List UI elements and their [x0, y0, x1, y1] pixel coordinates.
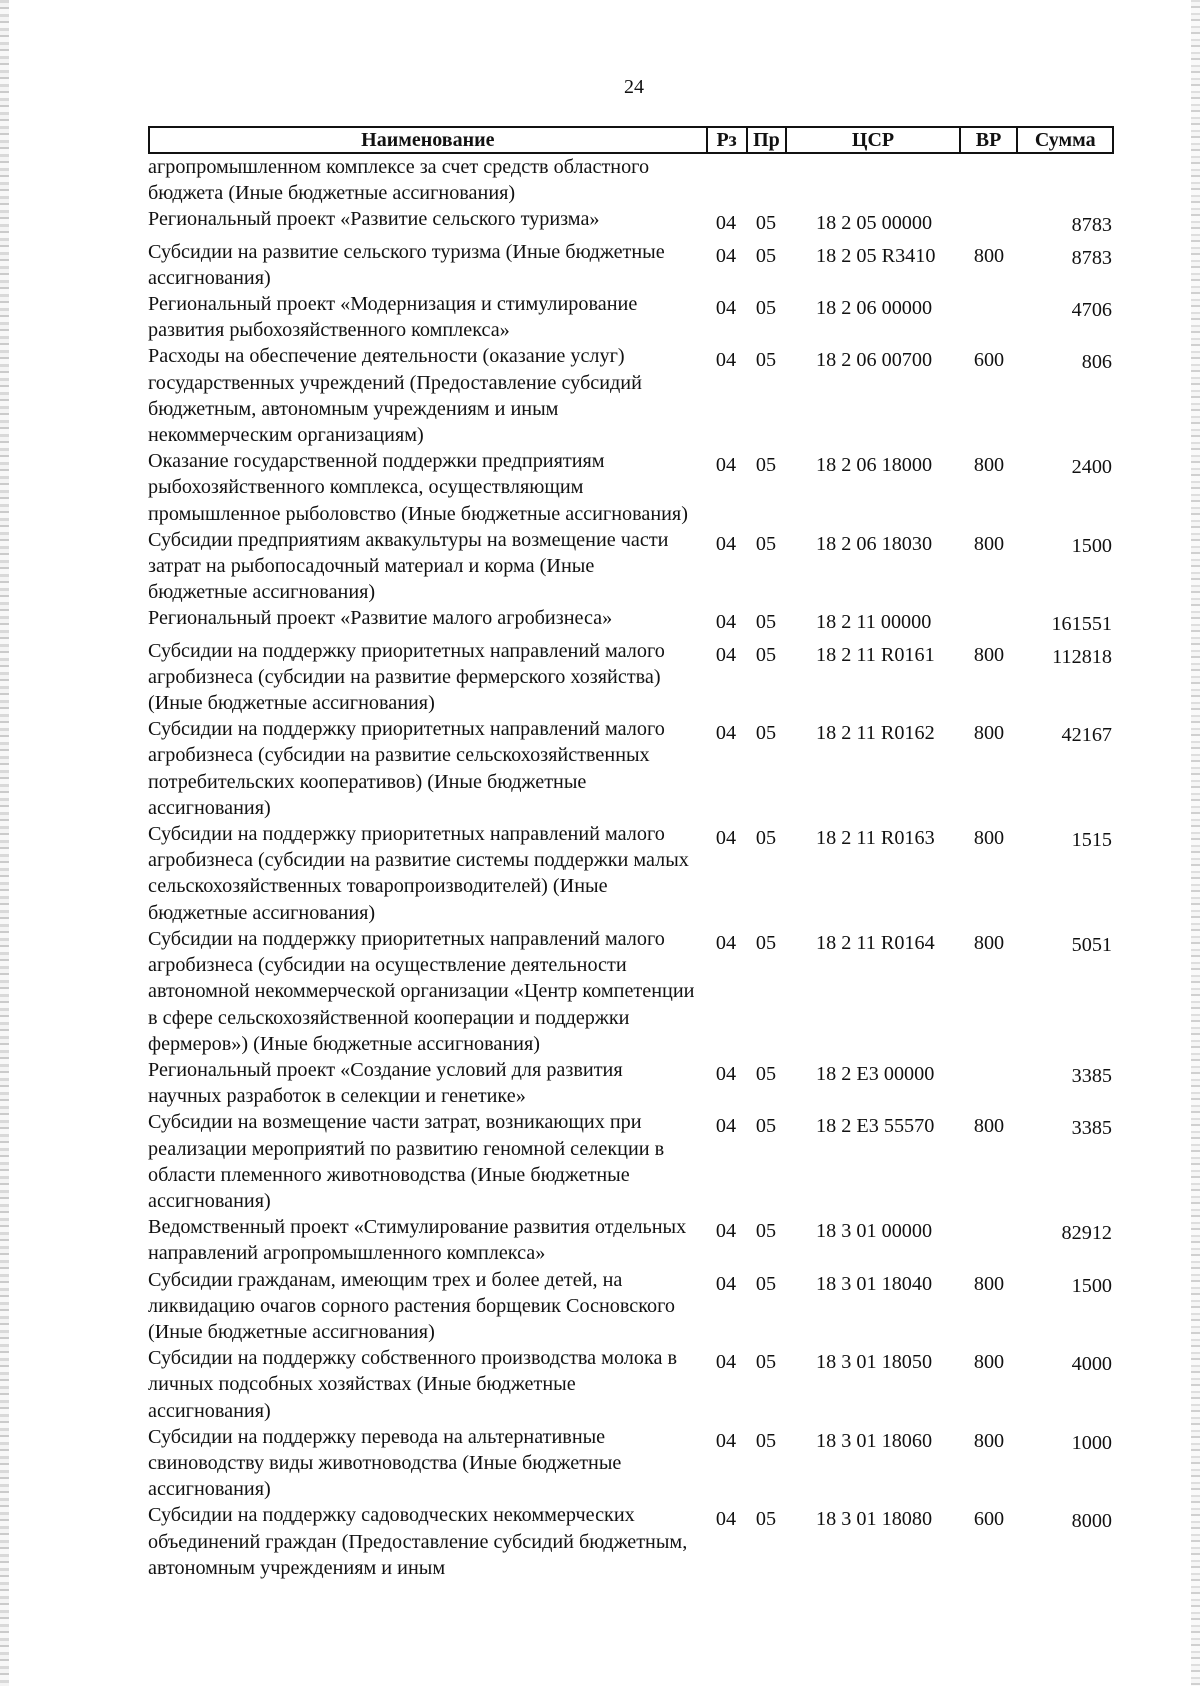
cell-name: Субсидии на поддержку садоводческих некоммерческих объединений граждан (Предоставление субсидий бюджетным, автономным учреждениям и иным	[148, 1504, 688, 1579]
table-row	[148, 239, 1114, 291]
cell-sum: 5051	[1071, 933, 1112, 956]
cell-sum: 42167	[1061, 724, 1112, 747]
cell-sum: 1515	[1071, 829, 1112, 852]
cell-sum: 2400	[1071, 456, 1112, 479]
scan-edge-right	[1191, 0, 1200, 1686]
cell-name: Субсидии на возмещение части затрат, возникающих при реализации мероприятий по развитию геномной селекции в области племенного животноводства (Иные бюджетные ассигнования)	[148, 1111, 665, 1212]
cell-vr: 800	[973, 454, 1005, 477]
cell-rz: 04	[715, 349, 737, 372]
table-row	[148, 926, 1114, 1057]
cell-name: Субсидии на поддержку приоритетных направлений малого агробизнеса (субсидии на осуществление деятельности автономной некоммерческой организации «Центр компетенции в сфере сельскохозяйственной кооперации и поддержки фермеров») (Иные бюджетные ассигнования)	[148, 927, 695, 1055]
cell-vr: 800	[973, 1429, 1005, 1452]
cell-vr: 800	[973, 244, 1005, 267]
cell-name: Региональный проект «Модернизация и стимулирование развития рыбохозяйственного комплекса»	[148, 293, 638, 342]
cell-rz: 04	[715, 1508, 737, 1531]
cell-pr: 05	[755, 1220, 777, 1243]
cell-sum: 3385	[1071, 1064, 1112, 1087]
cell-rz: 04	[715, 212, 737, 235]
cell-sum: 8783	[1071, 214, 1112, 237]
cell-rz: 04	[715, 643, 737, 666]
cell-pr: 05	[755, 297, 777, 320]
cell-rz: 04	[715, 532, 737, 555]
cell-rz: 04	[715, 454, 737, 477]
cell-csr: 18 2 06 18030	[816, 532, 933, 555]
cell-csr: 18 2 11 R0162	[816, 722, 935, 745]
table-row	[148, 1057, 1114, 1109]
table-row	[148, 821, 1114, 926]
cell-rz: 04	[715, 611, 737, 634]
cell-csr: 18 2 06 00700	[816, 349, 933, 372]
cell-pr: 05	[755, 349, 777, 372]
cell-vr: 800	[973, 643, 1005, 666]
table-row	[148, 716, 1114, 821]
cell-csr: 18 3 01 18060	[816, 1429, 933, 1452]
cell-sum	[1018, 154, 1114, 206]
table-row	[148, 605, 1114, 637]
cell-vr	[960, 1214, 1018, 1266]
header-sum: Сумма	[1016, 128, 1112, 152]
cell-name: агропромышленном комплексе за счет средств областного бюджета (Иные бюджетные ассигнования)	[148, 156, 650, 205]
cell-pr: 05	[755, 643, 777, 666]
header-csr: ЦСР	[785, 128, 958, 152]
budget-table	[148, 126, 1114, 1581]
cell-name: Субсидии гражданам, имеющим трех и более детей, на ликвидацию очагов сорного растения борщевик Сосновского (Иные бюджетные ассигнования)	[148, 1268, 676, 1343]
table-row	[148, 343, 1114, 448]
cell-csr: 18 2 E3 00000	[816, 1062, 935, 1085]
cell-rz: 04	[715, 1220, 737, 1243]
cell-csr: 18 3 01 18040	[816, 1272, 933, 1295]
cell-vr: 800	[973, 532, 1005, 555]
header-rz: Рз	[706, 128, 746, 152]
cell-vr	[960, 154, 1018, 206]
cell-pr: 05	[755, 722, 777, 745]
cell-csr: 18 2 E3 55570	[816, 1115, 935, 1138]
cell-sum: 82912	[1061, 1222, 1112, 1245]
cell-vr: 800	[973, 722, 1005, 745]
cell-name: Оказание государственной поддержки предприятиям рыбохозяйственного комплекса, осуществляющим промышленное рыболовство (Иные бюджетные ассигнования)	[148, 450, 688, 525]
table-row	[148, 291, 1114, 343]
cell-csr: 18 2 11 R0163	[816, 827, 935, 850]
cell-pr: 05	[755, 931, 777, 954]
header-name: Наименование	[361, 128, 495, 151]
cell-pr	[746, 154, 786, 206]
cell-sum: 8000	[1071, 1510, 1112, 1533]
cell-rz: 04	[715, 244, 737, 267]
cell-sum: 4000	[1071, 1353, 1112, 1376]
header-vr: ВР	[959, 128, 1017, 152]
cell-rz: 04	[715, 1115, 737, 1138]
cell-sum: 161551	[1051, 613, 1112, 636]
cell-csr: 18 2 11 R0164	[816, 931, 935, 954]
table-body	[148, 154, 1114, 1581]
cell-name: Региональный проект «Создание условий для развития научных разработок в селекции и генетике»	[148, 1058, 623, 1108]
cell-csr	[786, 154, 960, 206]
cell-vr: 800	[973, 931, 1005, 954]
cell-sum: 3385	[1071, 1117, 1112, 1140]
table-row	[148, 1502, 1114, 1581]
cell-csr: 18 2 05 00000	[816, 212, 933, 235]
cell-vr: 600	[973, 1508, 1005, 1531]
cell-vr	[960, 1057, 1018, 1109]
cell-sum: 806	[1081, 351, 1112, 374]
cell-pr: 05	[755, 1115, 777, 1138]
cell-sum: 112818	[1052, 645, 1112, 668]
cell-vr: 800	[973, 1115, 1005, 1138]
cell-rz: 04	[715, 297, 737, 320]
cell-pr: 05	[755, 1062, 777, 1085]
cell-csr: 18 2 11 R0161	[816, 643, 935, 666]
table-row	[148, 527, 1114, 606]
cell-pr: 05	[755, 1429, 777, 1452]
cell-name: Субсидии на поддержку перевода на альтернативные свиноводству виды животноводства (Иные бюджетные ассигнования)	[148, 1425, 622, 1501]
cell-pr: 05	[755, 1272, 777, 1295]
cell-csr: 18 3 01 00000	[816, 1220, 933, 1243]
cell-pr: 05	[755, 827, 777, 850]
table-row	[148, 638, 1114, 717]
cell-rz: 04	[715, 1272, 737, 1295]
cell-pr: 05	[755, 212, 777, 235]
cell-rz: 04	[715, 1351, 737, 1374]
cell-csr: 18 2 11 00000	[816, 611, 932, 634]
cell-pr: 05	[755, 611, 777, 634]
cell-sum: 1000	[1071, 1431, 1112, 1454]
cell-vr: 800	[973, 827, 1005, 850]
cell-vr: 800	[973, 1272, 1005, 1295]
cell-name: Субсидии предприятиям аквакультуры на возмещение части затрат на рыбопосадочный материал и корма (Иные бюджетные ассигнования)	[148, 528, 669, 604]
cell-name: Субсидии на развитие сельского туризма (Иные бюджетные ассигнования)	[148, 240, 665, 289]
cell-vr: 800	[973, 1351, 1005, 1374]
header-pr: Пр	[746, 128, 786, 152]
cell-rz: 04	[715, 827, 737, 850]
cell-vr	[960, 206, 1018, 238]
cell-sum: 1500	[1071, 534, 1112, 557]
cell-name: Субсидии на поддержку приоритетных направлений малого агробизнеса (субсидии на развитие фермерского хозяйства) (Иные бюджетные ассигнования)	[148, 639, 665, 715]
cell-rz: 04	[715, 931, 737, 954]
scan-edge-left	[0, 0, 9, 1686]
table-row	[148, 1109, 1114, 1214]
table-row	[148, 1345, 1114, 1424]
cell-vr	[960, 291, 1018, 343]
cell-csr: 18 2 06 00000	[816, 297, 933, 320]
table-header	[148, 126, 1114, 154]
cell-sum: 1500	[1071, 1274, 1112, 1297]
cell-pr: 05	[755, 454, 777, 477]
table-row	[148, 448, 1114, 527]
cell-vr	[960, 605, 1018, 637]
table-row	[148, 1424, 1114, 1503]
table-row	[148, 1267, 1114, 1346]
cell-pr: 05	[755, 1508, 777, 1531]
cell-pr: 05	[755, 532, 777, 555]
cell-sum: 4706	[1071, 299, 1112, 322]
cell-csr: 18 2 06 18000	[816, 454, 933, 477]
cell-name: Субсидии на поддержку приоритетных направлений малого агробизнеса (субсидии на развитие системы поддержки малых сельскохозяйственных товаропроизводителей) (Иные бюджетные ассигнования)	[148, 823, 689, 924]
cell-pr: 05	[755, 1351, 777, 1374]
cell-rz: 04	[715, 1429, 737, 1452]
table-row	[148, 206, 1114, 238]
cell-name: Расходы на обеспечение деятельности (оказание услуг) государственных учреждений (Предоставление субсидий бюджетным, автономным учреждениям и иным некоммерческим организациям)	[148, 345, 642, 447]
cell-rz: 04	[715, 1062, 737, 1085]
page-number: 24	[624, 76, 644, 98]
cell-rz: 04	[715, 722, 737, 745]
cell-rz	[706, 154, 746, 206]
cell-name: Региональный проект «Развитие малого агробизнеса»	[148, 607, 613, 630]
table-row	[148, 1214, 1114, 1266]
table-row	[148, 154, 1114, 206]
cell-csr: 18 3 01 18050	[816, 1351, 933, 1374]
cell-csr: 18 3 01 18080	[816, 1508, 933, 1531]
cell-name: Ведомственный проект «Стимулирование развития отдельных направлений агропромышленного комплекса»	[148, 1216, 687, 1265]
cell-vr: 600	[973, 349, 1005, 372]
cell-pr: 05	[755, 244, 777, 267]
cell-name: Субсидии на поддержку приоритетных направлений малого агробизнеса (субсидии на развитие сельскохозяйственных потребительских кооперативов) (Иные бюджетные ассигнования)	[148, 718, 665, 819]
cell-csr: 18 2 05 R3410	[816, 244, 936, 267]
cell-name: Региональный проект «Развитие сельского туризма»	[148, 208, 600, 231]
cell-sum: 8783	[1071, 246, 1112, 269]
cell-name: Субсидии на поддержку собственного производства молока в личных подсобных хозяйствах (Иные бюджетные ассигнования)	[148, 1347, 677, 1422]
